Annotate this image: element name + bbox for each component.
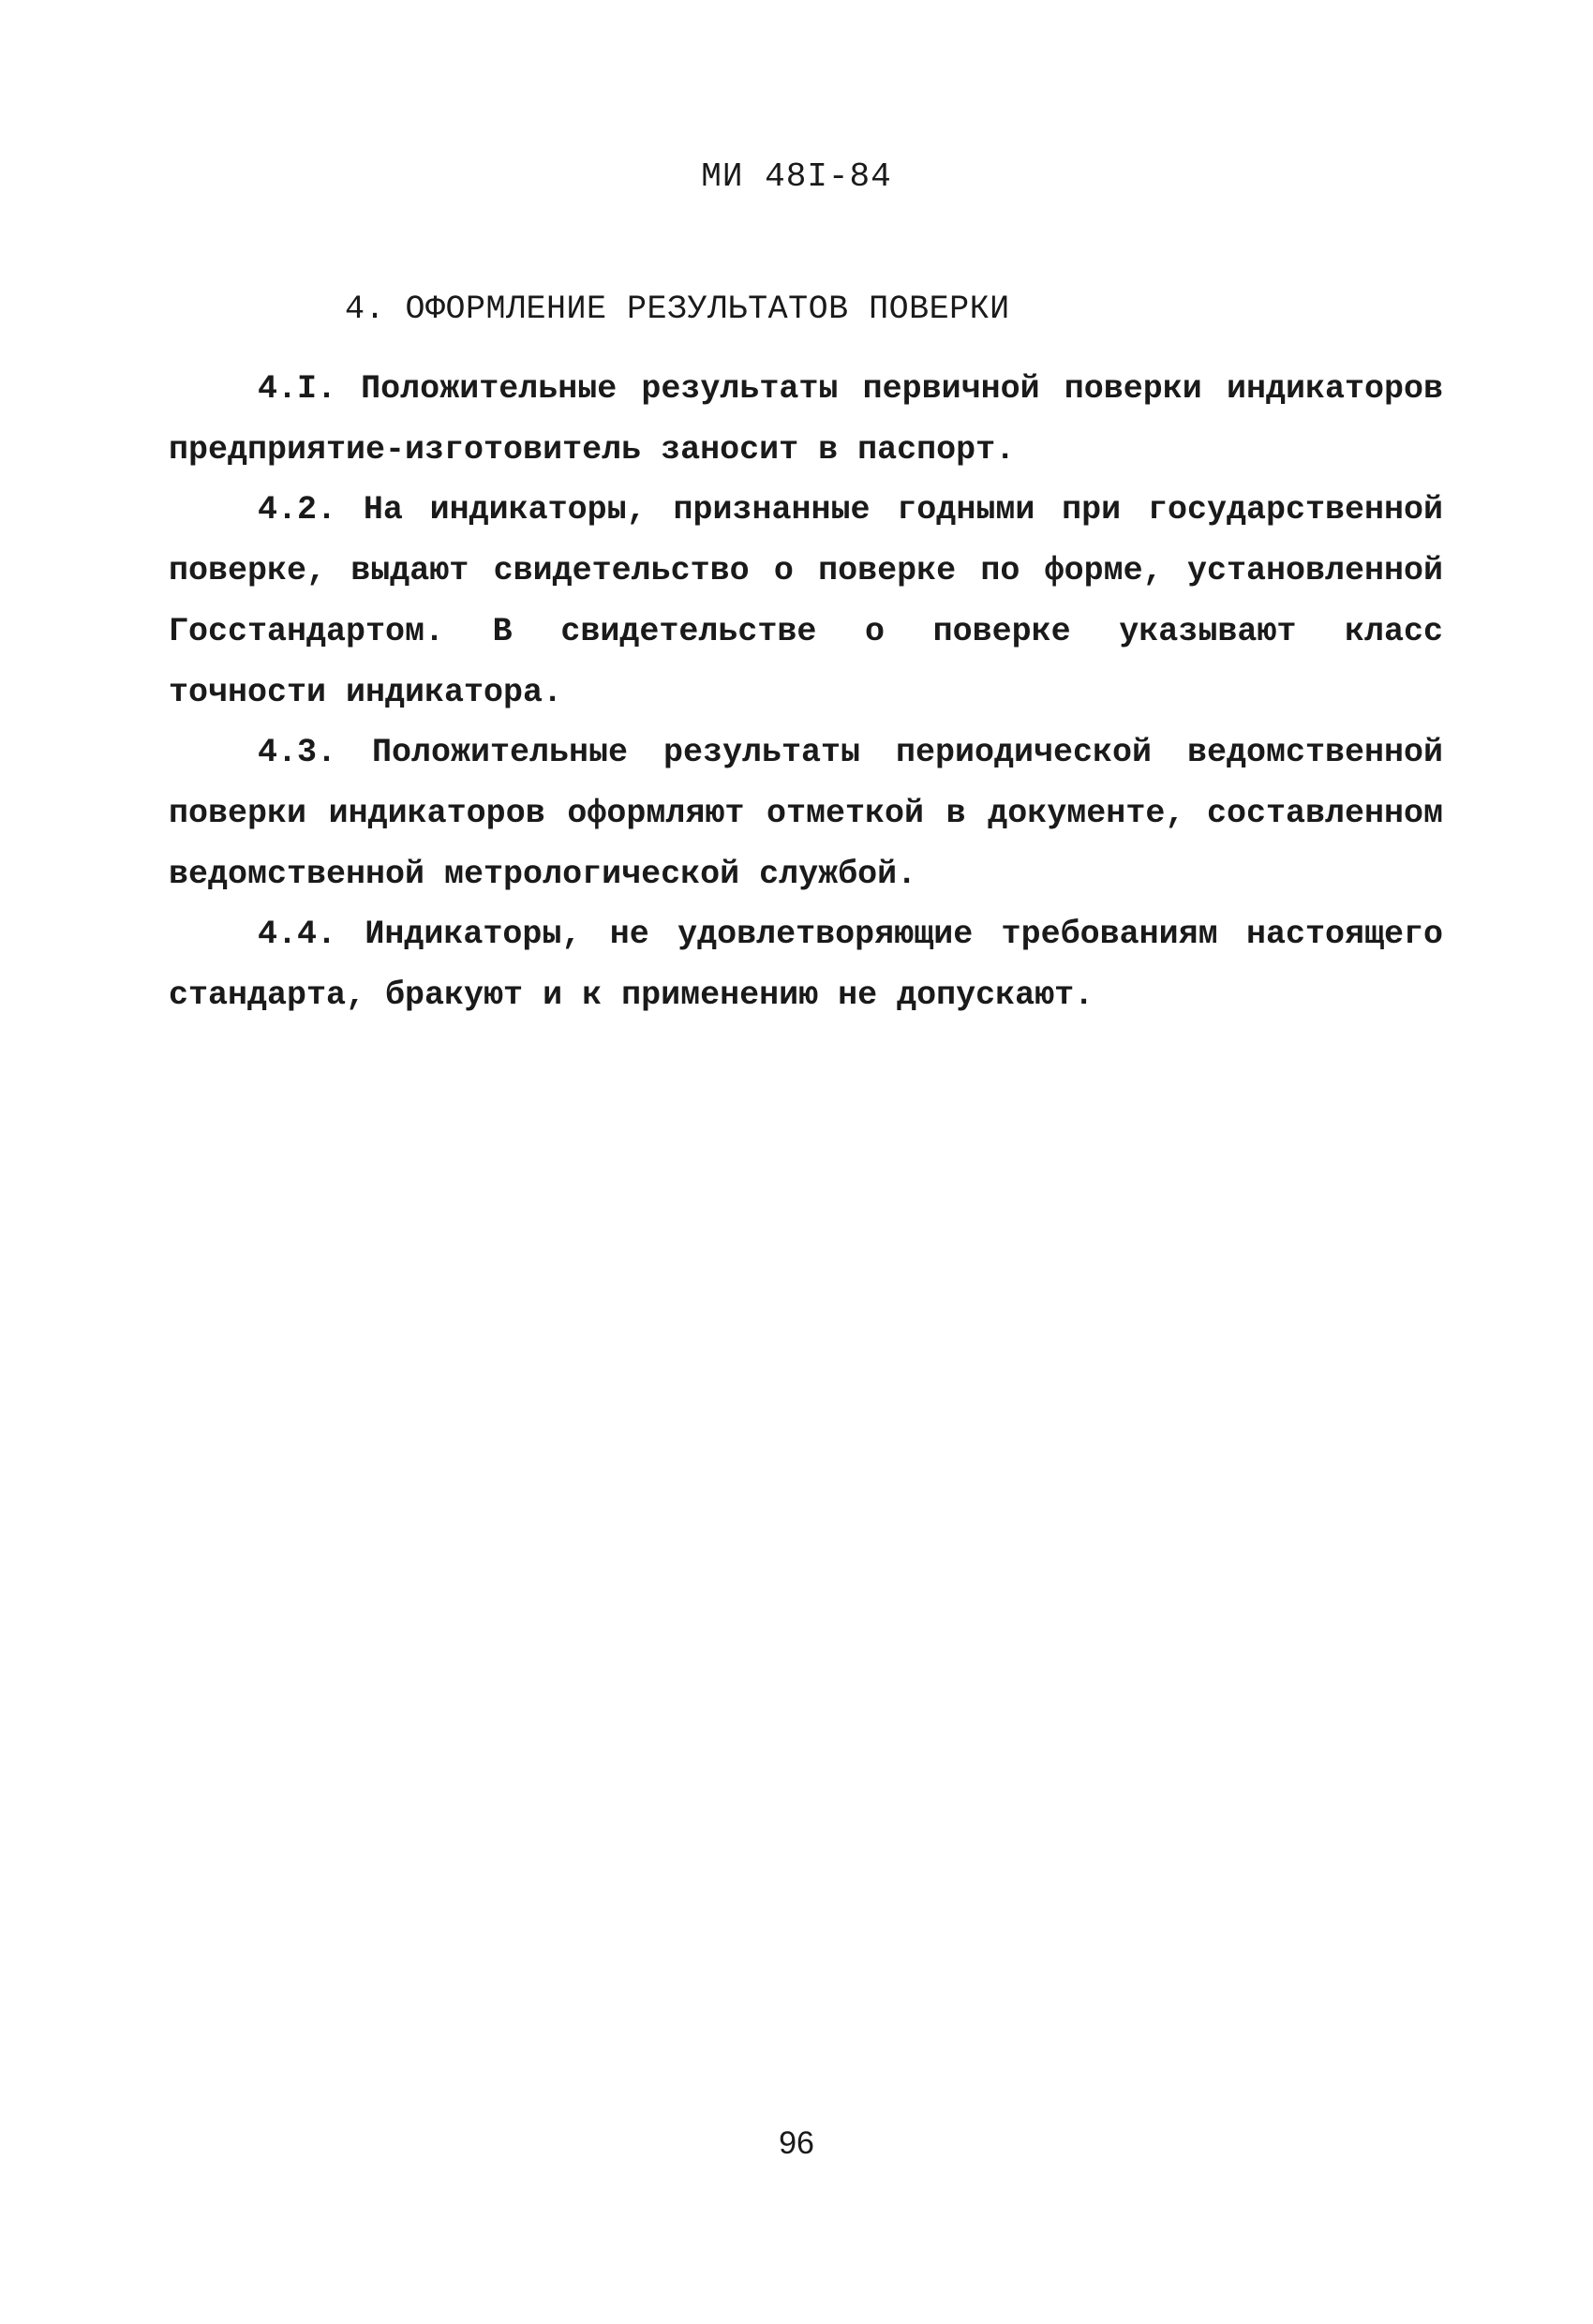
paragraph-text: 4.3. Положительные результаты периодической ведомственной поверки индикаторов оформляют отметкой в документе, составленном ведомственной метрологической службой. xyxy=(169,734,1443,893)
paragraph-text: 4.I. Положительные результаты первичной поверки индикаторов предприятие-изготовитель заносит в паспорт. xyxy=(169,370,1443,469)
paragraph-4-1 xyxy=(169,359,1443,481)
paragraph-4-4 xyxy=(169,904,1443,1026)
paragraph-text: 4.2. На индикаторы, признанные годными при государственной поверке, выдают свидетельство о поверке по форме, установленной Госстандартом. В свидетельстве о поверке указывают класс точности индикатора. xyxy=(169,491,1443,711)
document-code: МИ 48I-84 xyxy=(701,157,892,196)
section-title: 4. ОФОРМЛЕНИЕ РЕЗУЛЬТАТОВ ПОВЕРКИ xyxy=(345,290,1010,328)
page-number: 96 xyxy=(779,2125,814,2161)
paragraph-text: 4.4. Индикаторы, не удовлетворяющие требованиям настоящего стандарта, бракуют и к применению не допускают. xyxy=(169,916,1443,1014)
paragraph-4-3 xyxy=(169,723,1443,905)
paragraph-4-2 xyxy=(169,480,1443,723)
